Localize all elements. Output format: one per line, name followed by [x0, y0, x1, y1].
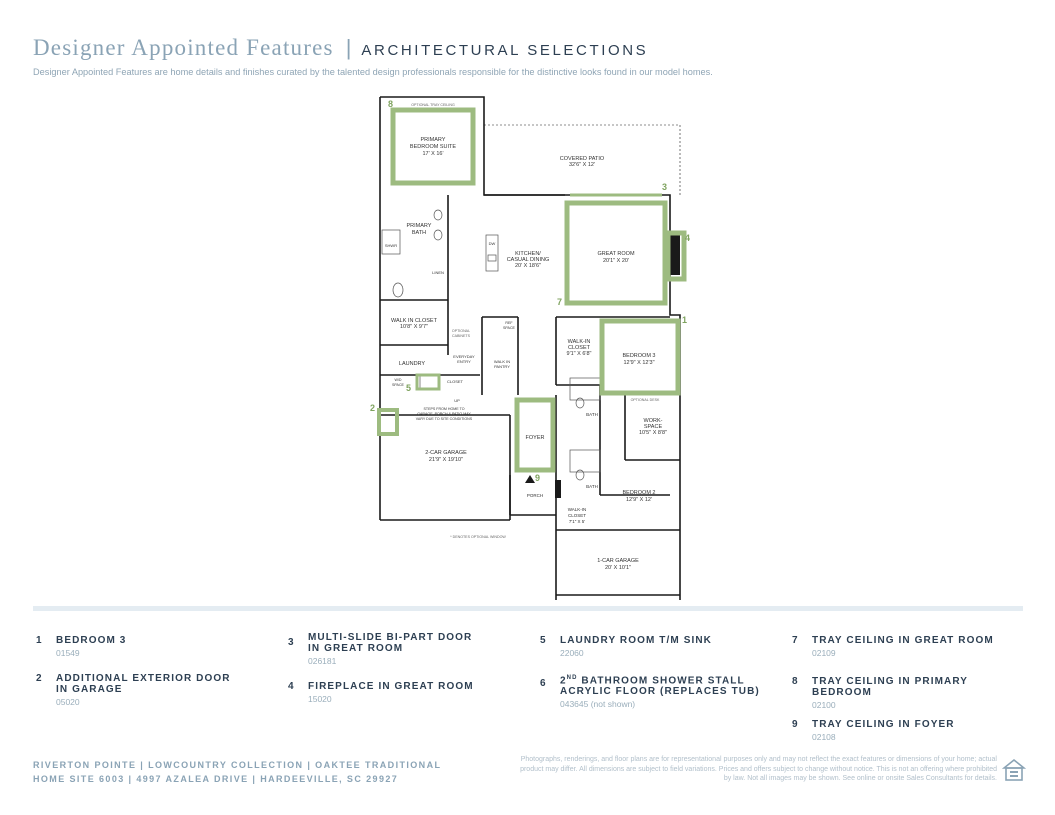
svg-text:WALK IN: WALK IN [493, 359, 511, 364]
svg-text:10'5" X 8'8": 10'5" X 8'8" [638, 430, 668, 436]
feature-item: 3 MULTI-SLIDE BI-PART DOOR IN GREAT ROOM 026181 [288, 632, 518, 666]
label-garage-1car: 1-CAR GARAGE [597, 558, 639, 564]
feature-code: 02108 [812, 732, 836, 742]
page-title: Designer Appointed Features [33, 35, 334, 60]
room-labels [385, 103, 667, 571]
label-bedroom-3: BEDROOM 3 [622, 353, 656, 359]
svg-text:UP: UP [454, 398, 460, 403]
entry-marker [525, 475, 535, 483]
svg-text:OPTIONAL DESK: OPTIONAL DESK [630, 398, 660, 402]
svg-text:BATH: BATH [411, 230, 427, 236]
feature-item: 4 FIREPLACE IN GREAT ROOM 15020 [288, 681, 518, 704]
feature-title: FIREPLACE IN GREAT ROOM [308, 681, 474, 692]
feature-item: 5 LAUNDRY ROOM T/M SINK 22060 [540, 635, 770, 658]
marker-2: 2 [370, 403, 376, 413]
svg-text:BATH: BATH [586, 412, 598, 417]
title-separator: | [345, 35, 352, 60]
svg-text:SPACE: SPACE [392, 383, 404, 387]
svg-text:CABINETS: CABINETS [452, 334, 470, 338]
intro-text: Designer Appointed Features are home details and finishes curated by the talented design professionals responsible for the distinctive looks found in our model homes. [33, 67, 713, 77]
feature-title: LAUNDRY ROOM T/M SINK [560, 635, 712, 646]
label-bedroom-2: BEDROOM 2 [622, 490, 656, 496]
svg-text:GARAGE, PORCH & PATIO MAY: GARAGE, PORCH & PATIO MAY [417, 412, 471, 416]
feature-item: 6 2ND BATHROOM SHOWER STALL ACRYLIC FLOOR (REPLACES TUB) 043645 (not shown) [540, 673, 770, 709]
marker-9: 9 [535, 473, 541, 483]
feature-title: ADDITIONAL EXTERIOR DOOR IN GARAGE [56, 673, 231, 695]
marker-4: 4 [685, 233, 690, 243]
svg-text:PORCH: PORCH [526, 493, 544, 498]
page-subtitle: ARCHITECTURAL SELECTIONS [361, 42, 649, 59]
label-primary-bath: PRIMARY [406, 223, 432, 229]
svg-text:WALK-IN: WALK-IN [567, 507, 587, 512]
feature-code: 043645 (not shown) [560, 699, 636, 710]
svg-text:12'9" X 12'3": 12'9" X 12'3" [623, 360, 655, 366]
feature-item: 1 BEDROOM 3 01549 [36, 635, 266, 658]
svg-text:OPTIONAL TRAY CEILING: OPTIONAL TRAY CEILING [411, 103, 455, 107]
label-walk-in-closet-2: WALK-IN [567, 339, 591, 345]
footer-community: RIVERTON POINTE | LOWCOUNTRY COLLECTION | OAKTEE TRADITIONAL [33, 760, 442, 770]
feature-title: 2ND BATHROOM SHOWER STALL ACRYLIC FLOOR (REPLACES TUB) [560, 675, 760, 698]
feature-highlights [379, 110, 684, 470]
footer-address [33, 758, 441, 786]
svg-text:17' X 16': 17' X 16' [422, 151, 444, 157]
svg-text:LINEN: LINEN [432, 270, 444, 275]
equal-housing-icon [1002, 758, 1026, 782]
label-foyer: FOYER [525, 435, 545, 441]
svg-text:OPTIONAL: OPTIONAL [451, 329, 471, 333]
svg-text:32'6" X 12': 32'6" X 12' [568, 162, 596, 168]
feature-item: 9 TRAY CEILING IN FOYER 02108 [792, 719, 1022, 742]
svg-text:SHWR: SHWR [384, 243, 398, 248]
highlight-garage-door [379, 410, 397, 434]
floor-plan [370, 95, 690, 600]
svg-text:21'9" X 19'10": 21'9" X 19'10" [428, 457, 464, 463]
feature-title: MULTI-SLIDE BI-PART DOOR IN GREAT ROOM [308, 632, 473, 654]
svg-text:BATH: BATH [586, 484, 598, 489]
feature-markers [370, 99, 690, 483]
disclaimer: Photographs, renderings, and floor plans are for representational purposes only and may not reflect the exact features or dimensions of your home; actual product may differ. All dimensions are subject to field variations. Prices and offers subject to change without notice. This is not an offering where prohibited by law. Not all images may be shown. See online or onsite Sales Consultants for details. [520, 756, 997, 782]
feature-code: 01549 [56, 648, 80, 658]
svg-text:W/D: W/D [394, 378, 402, 382]
label-laundry: LAUNDRY [398, 361, 426, 367]
label-covered-patio: COVERED PATIO [559, 156, 605, 162]
feature-item: 7 TRAY CEILING IN GREAT ROOM 02109 [792, 635, 1022, 658]
svg-text:9'1" X 6'8": 9'1" X 6'8" [566, 351, 592, 357]
svg-text:ENTRY: ENTRY [457, 359, 471, 364]
svg-text:SPACE: SPACE [643, 424, 663, 430]
svg-text:VARY DUE TO SITE CONDITIONS: VARY DUE TO SITE CONDITIONS [415, 417, 473, 421]
marker-7: 7 [557, 297, 563, 307]
feature-code: 02109 [812, 648, 836, 658]
svg-text:BEDROOM SUITE: BEDROOM SUITE [409, 144, 457, 150]
svg-text:12'9" X 12': 12'9" X 12' [625, 497, 653, 503]
svg-text:CLOSET: CLOSET [567, 513, 587, 518]
label-great-room: GREAT ROOM [597, 251, 635, 257]
feature-item: 2 ADDITIONAL EXTERIOR DOOR IN GARAGE 05020 [36, 673, 266, 707]
feature-code: 22060 [560, 648, 584, 658]
feature-title: TRAY CEILING IN GREAT ROOM [812, 635, 994, 646]
svg-text:DW: DW [488, 241, 496, 246]
svg-text:PANTRY: PANTRY [494, 364, 510, 369]
label-primary-bedroom: PRIMARY [420, 137, 446, 143]
feature-title: TRAY CEILING IN PRIMARY BEDROOM [812, 676, 968, 698]
divider [33, 606, 1023, 611]
svg-text:* DENOTES OPTIONAL WINDOW: * DENOTES OPTIONAL WINDOW [450, 535, 506, 539]
svg-text:SPACE: SPACE [503, 326, 515, 330]
feature-code: 05020 [56, 697, 80, 707]
svg-text:CASUAL DINING: CASUAL DINING [506, 257, 550, 263]
label-walk-in-closet: WALK IN CLOSET [391, 318, 437, 324]
svg-text:CLOSET: CLOSET [567, 345, 591, 351]
feature-title: BEDROOM 3 [56, 635, 127, 646]
fireplace [670, 235, 680, 275]
feature-code: 02100 [812, 700, 836, 710]
feature-code: 15020 [308, 694, 332, 704]
marker-5: 5 [406, 383, 412, 393]
svg-text:10'8" X 9'7": 10'8" X 9'7" [399, 324, 429, 330]
marker-1: 1 [682, 315, 688, 325]
feature-title: TRAY CEILING IN FOYER [812, 719, 955, 730]
header [33, 35, 648, 61]
svg-text:STEPS FROM HOME TO: STEPS FROM HOME TO [423, 407, 465, 411]
svg-text:20'1" X 20': 20'1" X 20' [602, 258, 630, 264]
marker-3: 3 [662, 182, 668, 192]
svg-text:CLOSET: CLOSET [446, 379, 464, 384]
svg-text:EVERYDAY: EVERYDAY [453, 354, 475, 359]
svg-text:REF: REF [505, 321, 513, 325]
svg-text:20' X 10'1": 20' X 10'1" [604, 565, 632, 571]
svg-text:20' X 18'6": 20' X 18'6" [514, 263, 542, 269]
label-workspace: WORK- [643, 418, 663, 424]
label-kitchen: KITCHEN/ [515, 251, 541, 257]
svg-text:7'1" X 5': 7'1" X 5' [568, 519, 586, 524]
marker-8: 8 [388, 99, 394, 109]
walls [380, 97, 680, 600]
feature-item: 8 TRAY CEILING IN PRIMARY BEDROOM 02100 [792, 676, 1022, 710]
feature-code: 026181 [308, 656, 337, 666]
footer-homesite: HOME SITE 6003 | 4997 AZALEA DRIVE | HARDEEVILLE, SC 29927 [33, 774, 399, 784]
label-garage-2car: 2-CAR GARAGE [425, 450, 467, 456]
